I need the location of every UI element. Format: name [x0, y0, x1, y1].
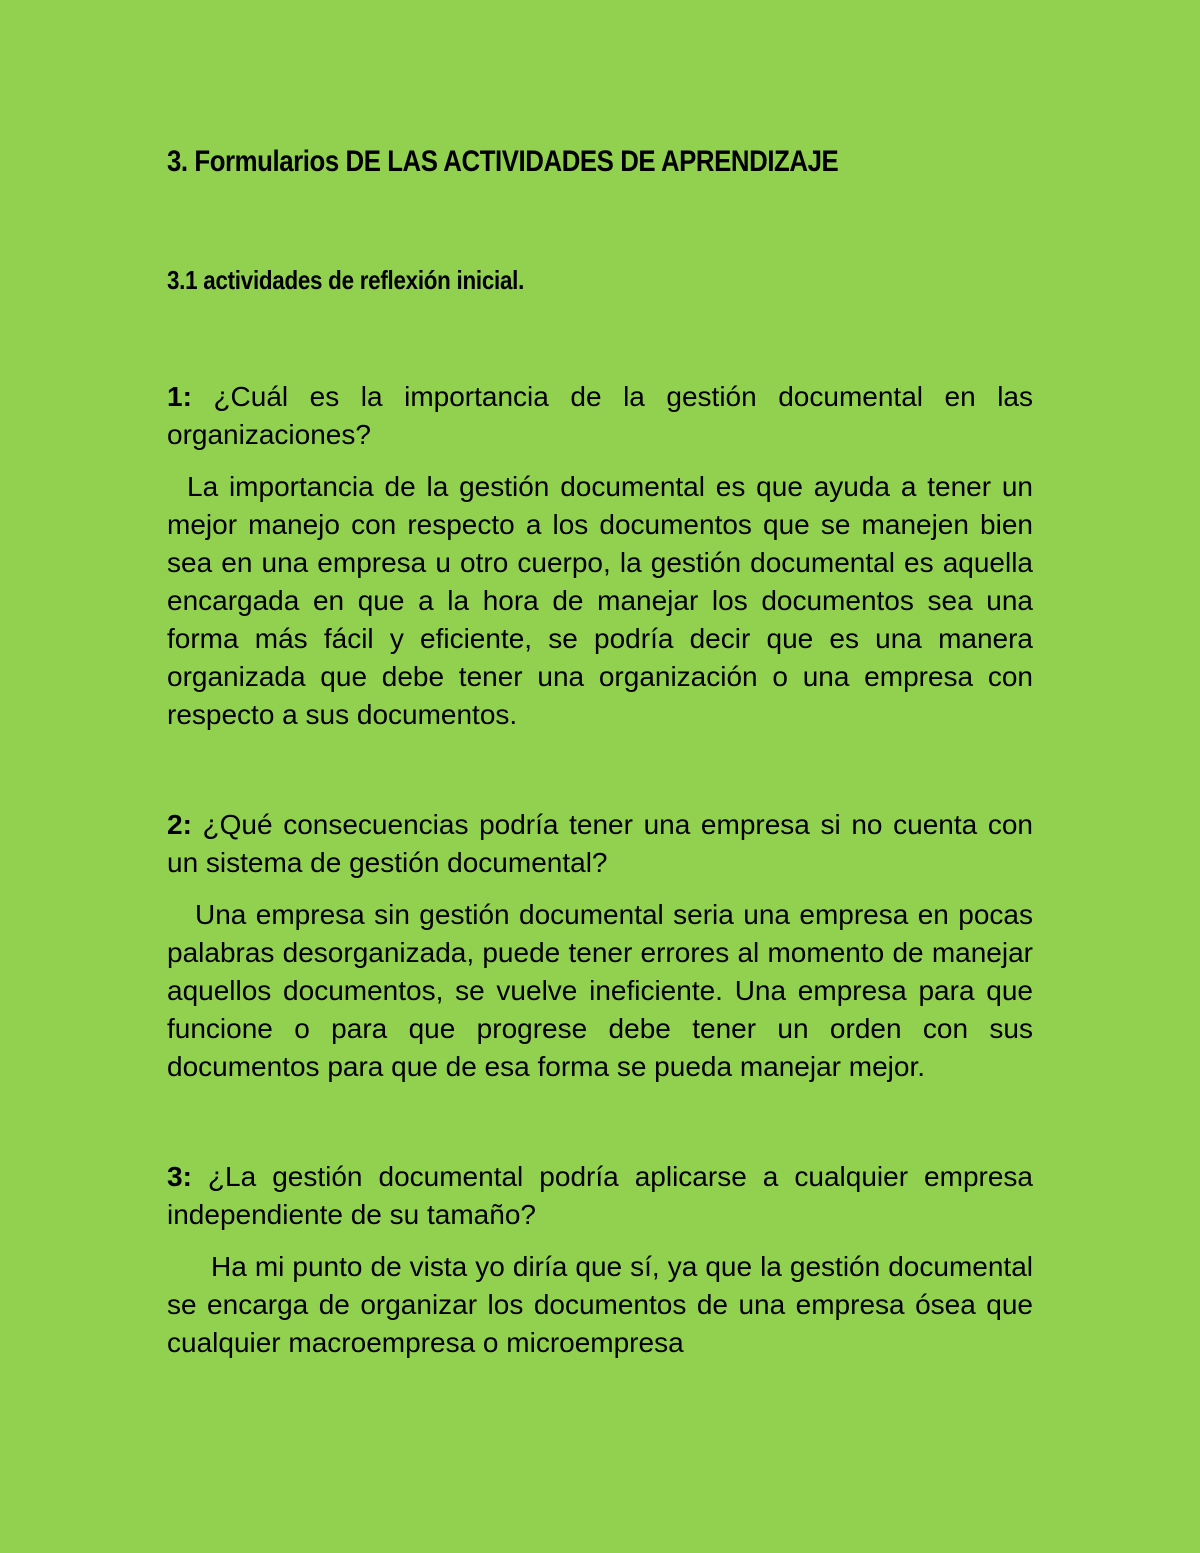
- question-block-2: [167, 806, 1033, 1086]
- question-text-1: ¿Cuál es la importancia de la gestión documental en las organizaciones?: [167, 381, 1033, 450]
- question-text-2: ¿Qué consecuencias podría tener una empresa si no cuenta con un sistema de gestión documental?: [167, 809, 1033, 878]
- document-page: [167, 140, 1033, 1362]
- answer-1: La importancia de la gestión documental es que ayuda a tener un mejor manejo con respecto a los documentos que se manejen bien sea en una empresa u otro cuerpo, la gestión documental es aquella encargada en que a la hora de manejar los documentos sea una forma más fácil y eficiente, se podría decir que es una manera organizada que debe tener una organización o una empresa con respecto a sus documentos.: [167, 471, 1033, 730]
- question-block-3: [167, 1158, 1033, 1362]
- question-text-3: ¿La gestión documental podría aplicarse a cualquier empresa independiente de su tamaño?: [167, 1161, 1033, 1230]
- question-block-1: [167, 378, 1033, 734]
- question-number-3: 3:: [167, 1161, 192, 1192]
- answer-2: Una empresa sin gestión documental seria una empresa en pocas palabras desorganizada, puede tener errores al momento de manejar aquellos documentos, se vuelve ineficiente. Una empresa para que funcione o para que progrese debe tener un orden con sus documentos para que de esa forma se pueda manejar mejor.: [167, 899, 1033, 1082]
- question-number-2: 2:: [167, 809, 192, 840]
- question-2: [167, 806, 1033, 882]
- section-subtitle: 3.1 actividades de reflexión inicial.: [167, 265, 525, 295]
- question-3: [167, 1158, 1033, 1234]
- answer-3: Ha mi punto de vista yo diría que sí, ya que la gestión documental se encarga de organizar los documentos de una empresa ósea que cualquier macroempresa o microempresa: [167, 1251, 1033, 1358]
- question-1: [167, 378, 1033, 454]
- question-number-1: 1:: [167, 381, 192, 412]
- page-title: 3. Formularios DE LAS ACTIVIDADES DE APRENDIZAJE: [167, 145, 839, 178]
